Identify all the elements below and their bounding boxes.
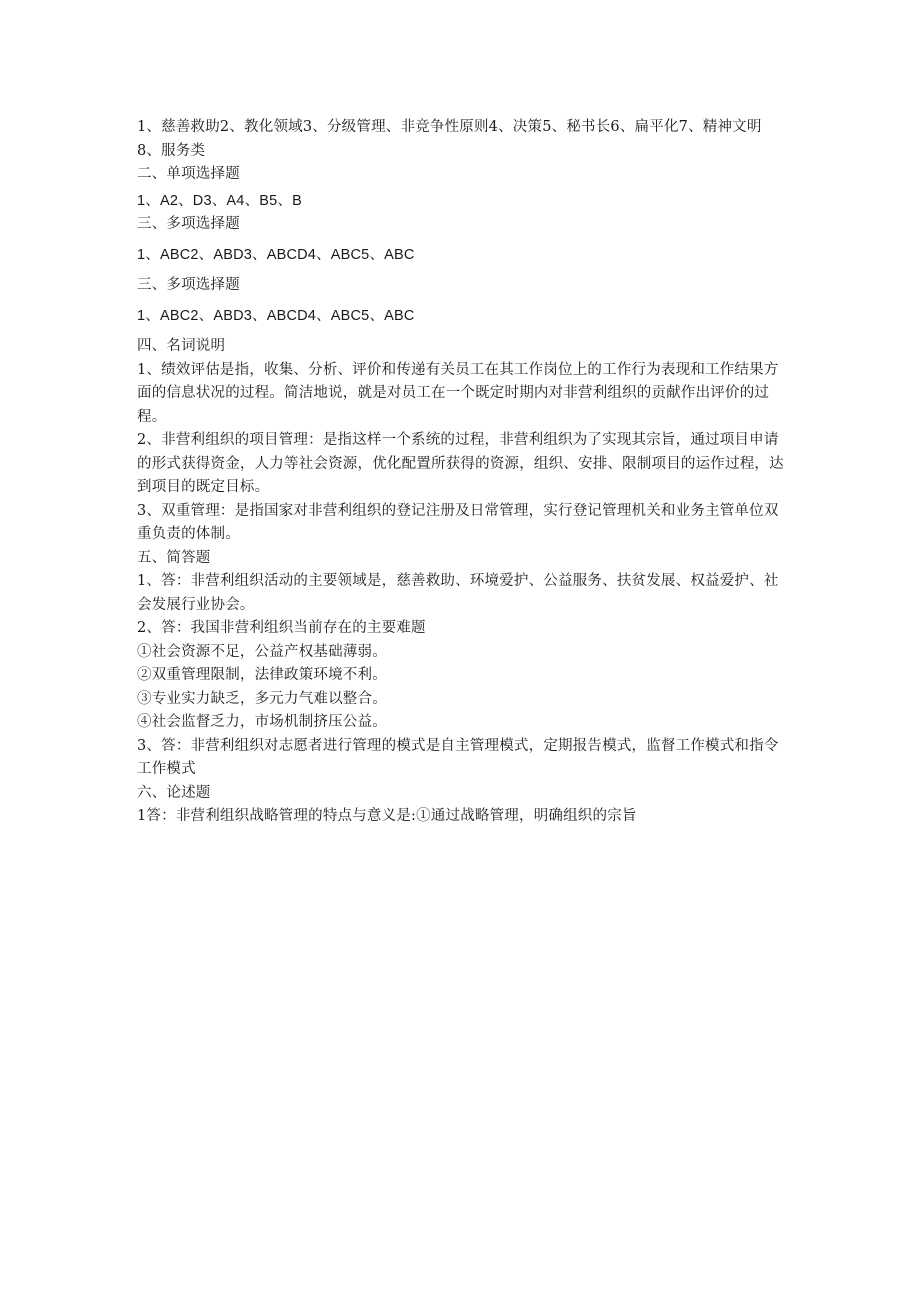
term-dual-management: 3、双重管理：是指国家对非营利组织的登记注册及日常管理，实行登记管理机关和业务主管单位双重负责的体制。 xyxy=(137,502,779,542)
document-body xyxy=(137,116,785,829)
section-heading-term-explanation: 四、名词说明 xyxy=(137,338,226,354)
section-heading-multiple-choice-repeat: 三、多项选择题 xyxy=(137,277,240,293)
multiple-choice-answers-repeat: 1、ABC2、ABD3、ABCD4、ABC5、ABC xyxy=(137,307,415,324)
short-answer-3: 3、答：非营利组织对志愿者进行管理的模式是自主管理模式，定期报告模式，监督工作模式和指令工作模式 xyxy=(137,737,779,777)
fill-in-answers: 1、慈善救助2、教化领域3、分级管理、非竞争性原则4、决策5、秘书长6、扁平化7、精神文明8、服务类 xyxy=(137,119,762,159)
section-heading-essay: 六、论述题 xyxy=(137,784,211,801)
term-performance-evaluation: 1、绩效评估是指，收集、分析、评价和传递有关员工在其工作岗位上的工作行为表现和工作结果方面的信息状况的过程。简洁地说，就是对员工在一个既定时期内对非营利组织的贡献作出评价的过程。 xyxy=(137,361,779,425)
section-heading-multiple-choice: 三、多项选择题 xyxy=(137,216,240,232)
section-heading-single-choice: 二、单项选择题 xyxy=(137,166,240,182)
short-answer-2-point-2: ②双重管理限制，法律政策环境不利。 xyxy=(137,667,387,683)
single-choice-answers: 1、A2、D3、A4、B5、B xyxy=(137,192,302,209)
short-answer-2-point-3: ③专业实力缺乏，多元力气难以整合。 xyxy=(137,690,387,707)
term-project-management: 2、非营利组织的项目管理：是指这样一个系统的过程，非营利组织为了实现其宗旨，通过项目申请的形式获得资金，人力等社会资源，优化配置所获得的资源，组织、安排、限制项目的运作过程，达到项目的既定目标。 xyxy=(137,432,784,495)
essay-answer-1: 1答：非营利组织战略管理的特点与意义是:①通过战略管理，明确组织的宗旨 xyxy=(137,808,637,824)
short-answer-1: 1、答：非营利组织活动的主要领域是，慈善救助、环境爱护、公益服务、扶贫发展、权益爱护、社会发展行业协会。 xyxy=(137,573,779,613)
short-answer-2: 2、答：我国非营利组织当前存在的主要难题 xyxy=(137,620,426,636)
multiple-choice-answers: 1、ABC2、ABD3、ABCD4、ABC5、ABC xyxy=(137,246,415,263)
section-heading-short-answer: 五、简答题 xyxy=(137,549,211,566)
short-answer-2-point-1: ①社会资源不足，公益产权基础薄弱。 xyxy=(137,643,387,660)
short-answer-2-point-4: ④社会监督乏力，市场机制挤压公益。 xyxy=(137,714,387,730)
